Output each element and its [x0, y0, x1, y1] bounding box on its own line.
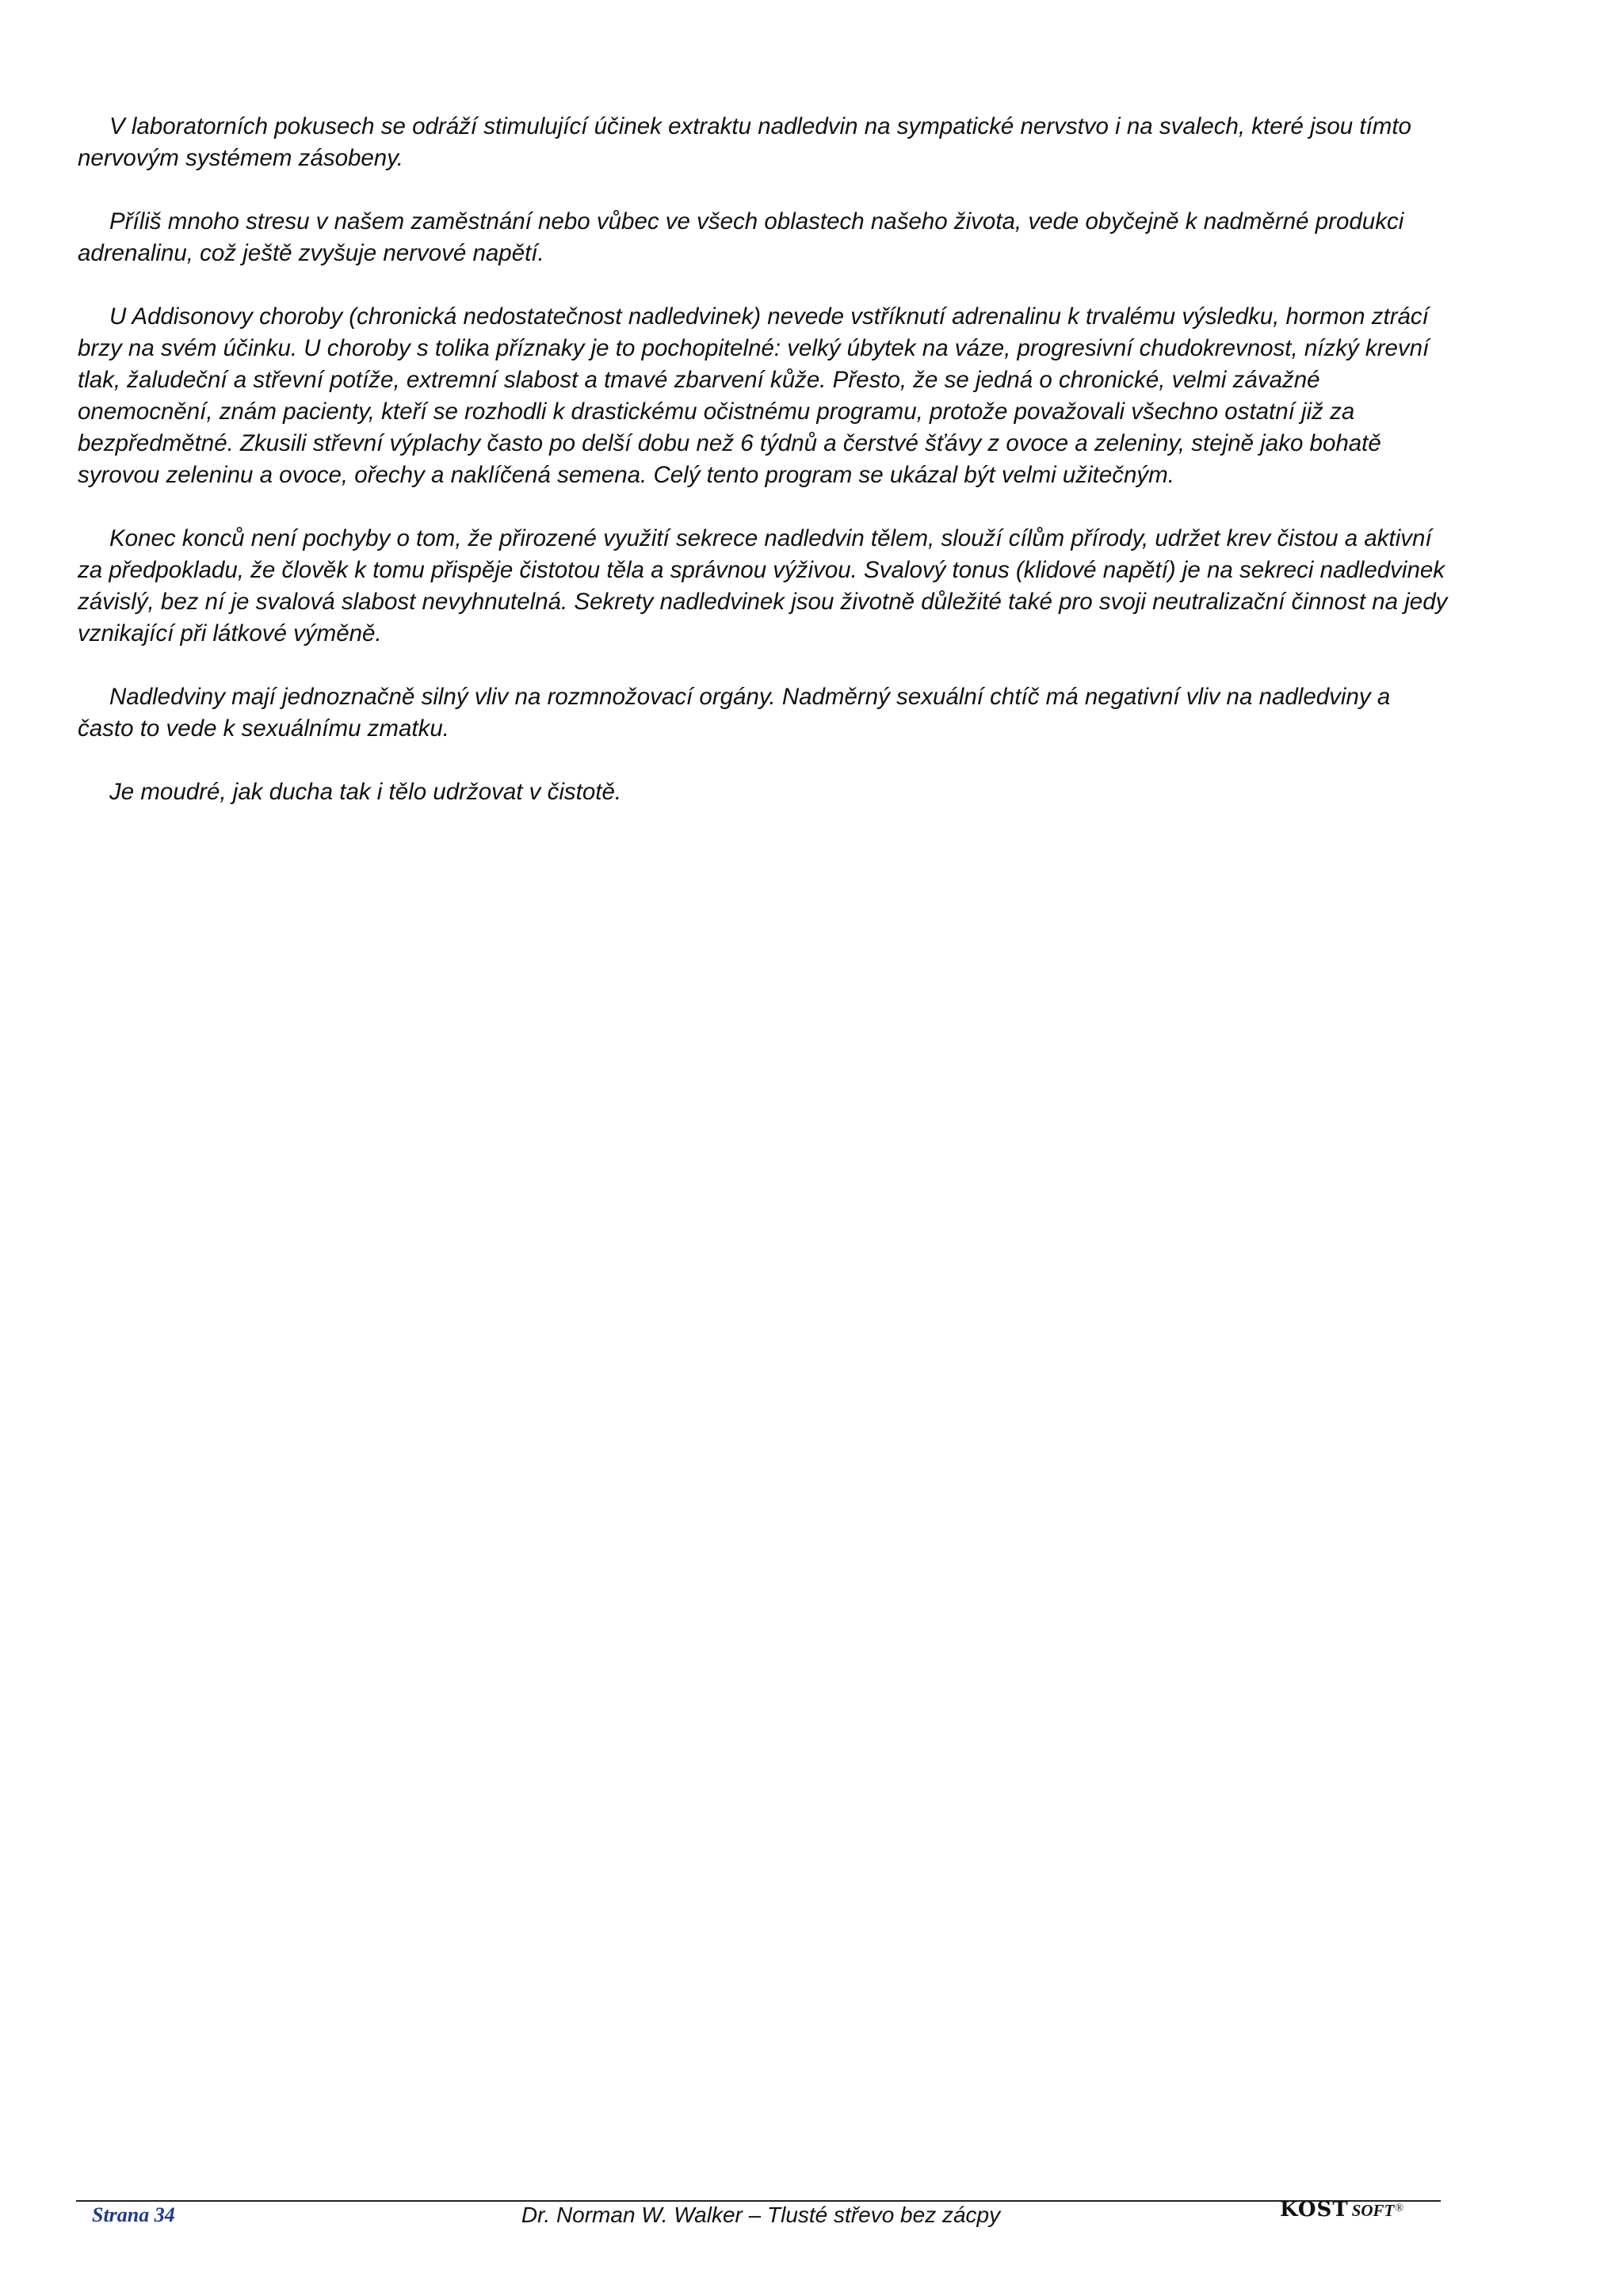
paragraph: V laboratorních pokusech se odráží stimulující účinek extraktu nadledvin na sympatické nervstvo i na svalech, které jsou tímto nervovým systémem zásobeny.	[78, 113, 1411, 171]
footer-page-number: Strana 34	[92, 2203, 175, 2226]
paragraph: U Addisonovy choroby (chronická nedostatečnost nadledvinek) nevede vstříknutí adrenalinu k trvalému výsledku, hormon ztrácí brzy na svém účinku. U choroby s tolika příznaky je to pochopitelné: velký úbytek na váze, progresivní chudokrevnost, nízký krevní tlak, žaludeční a střevní potíže, extremní slabost a tmavé zbarvení kůže. Přesto, že se jedná o chronické, velmi závažné onemocnění, znám pacienty, kteří se rozhodli k drastickému očistnému programu, protože považovali všechno ostatní již za bezpředmětné. Zkusili střevní výplachy často po delší dobu než 6 týdnů a čerstvé šťávy z ovoce a zeleniny, stejně jako bohatě syrovou zeleninu a ovoce, ořechy a naklíčená semena. Celý tento program se ukázal být velmi užitečným.	[78, 303, 1430, 488]
publisher-logo	[1280, 2198, 1403, 2222]
logo-text-kost: KOST	[1280, 2198, 1349, 2222]
paragraph: Nadledviny mají jednoznačně silný vliv na rozmnožovací orgány. Nadměrný sexuální chtíč má negativní vliv na nadledviny a často to vede k sexuálnímu zmatku.	[78, 684, 1391, 742]
paragraph: Je moudré, jak ducha tak i tělo udržovat v čistotě.	[109, 779, 622, 805]
paragraph: Konec konců není pochyby o tom, že přirozené využití sekrece nadledvin tělem, slouží cílům přírody, udržet krev čistou a aktivní za předpokladu, že člověk k tomu přispěje čistotou těla a správnou výživou. Svalový tonus (klidové napětí) je na sekreci nadledvinek závislý, bez ní je svalová slabost nevyhnutelná. Sekrety nadledvinek jsou životně důležité také pro svoji neutralizační činnost na jedy vznikající při látkové výměně.	[78, 525, 1448, 646]
paragraph: Příliš mnoho stresu v našem zaměstnání nebo vůbec ve všech oblastech našeho života, vede obyčejně k nadměrné produkci adrenalinu, což ještě zvyšuje nervové napětí.	[78, 208, 1404, 266]
footer-book-title: Dr. Norman W. Walker – Tlusté střevo bez zácpy	[521, 2203, 1001, 2227]
logo-text-soft: SOFT	[1351, 2201, 1395, 2220]
body-text	[78, 111, 1449, 840]
registered-mark: ®	[1395, 2202, 1403, 2214]
footer-divider	[76, 2200, 1441, 2202]
